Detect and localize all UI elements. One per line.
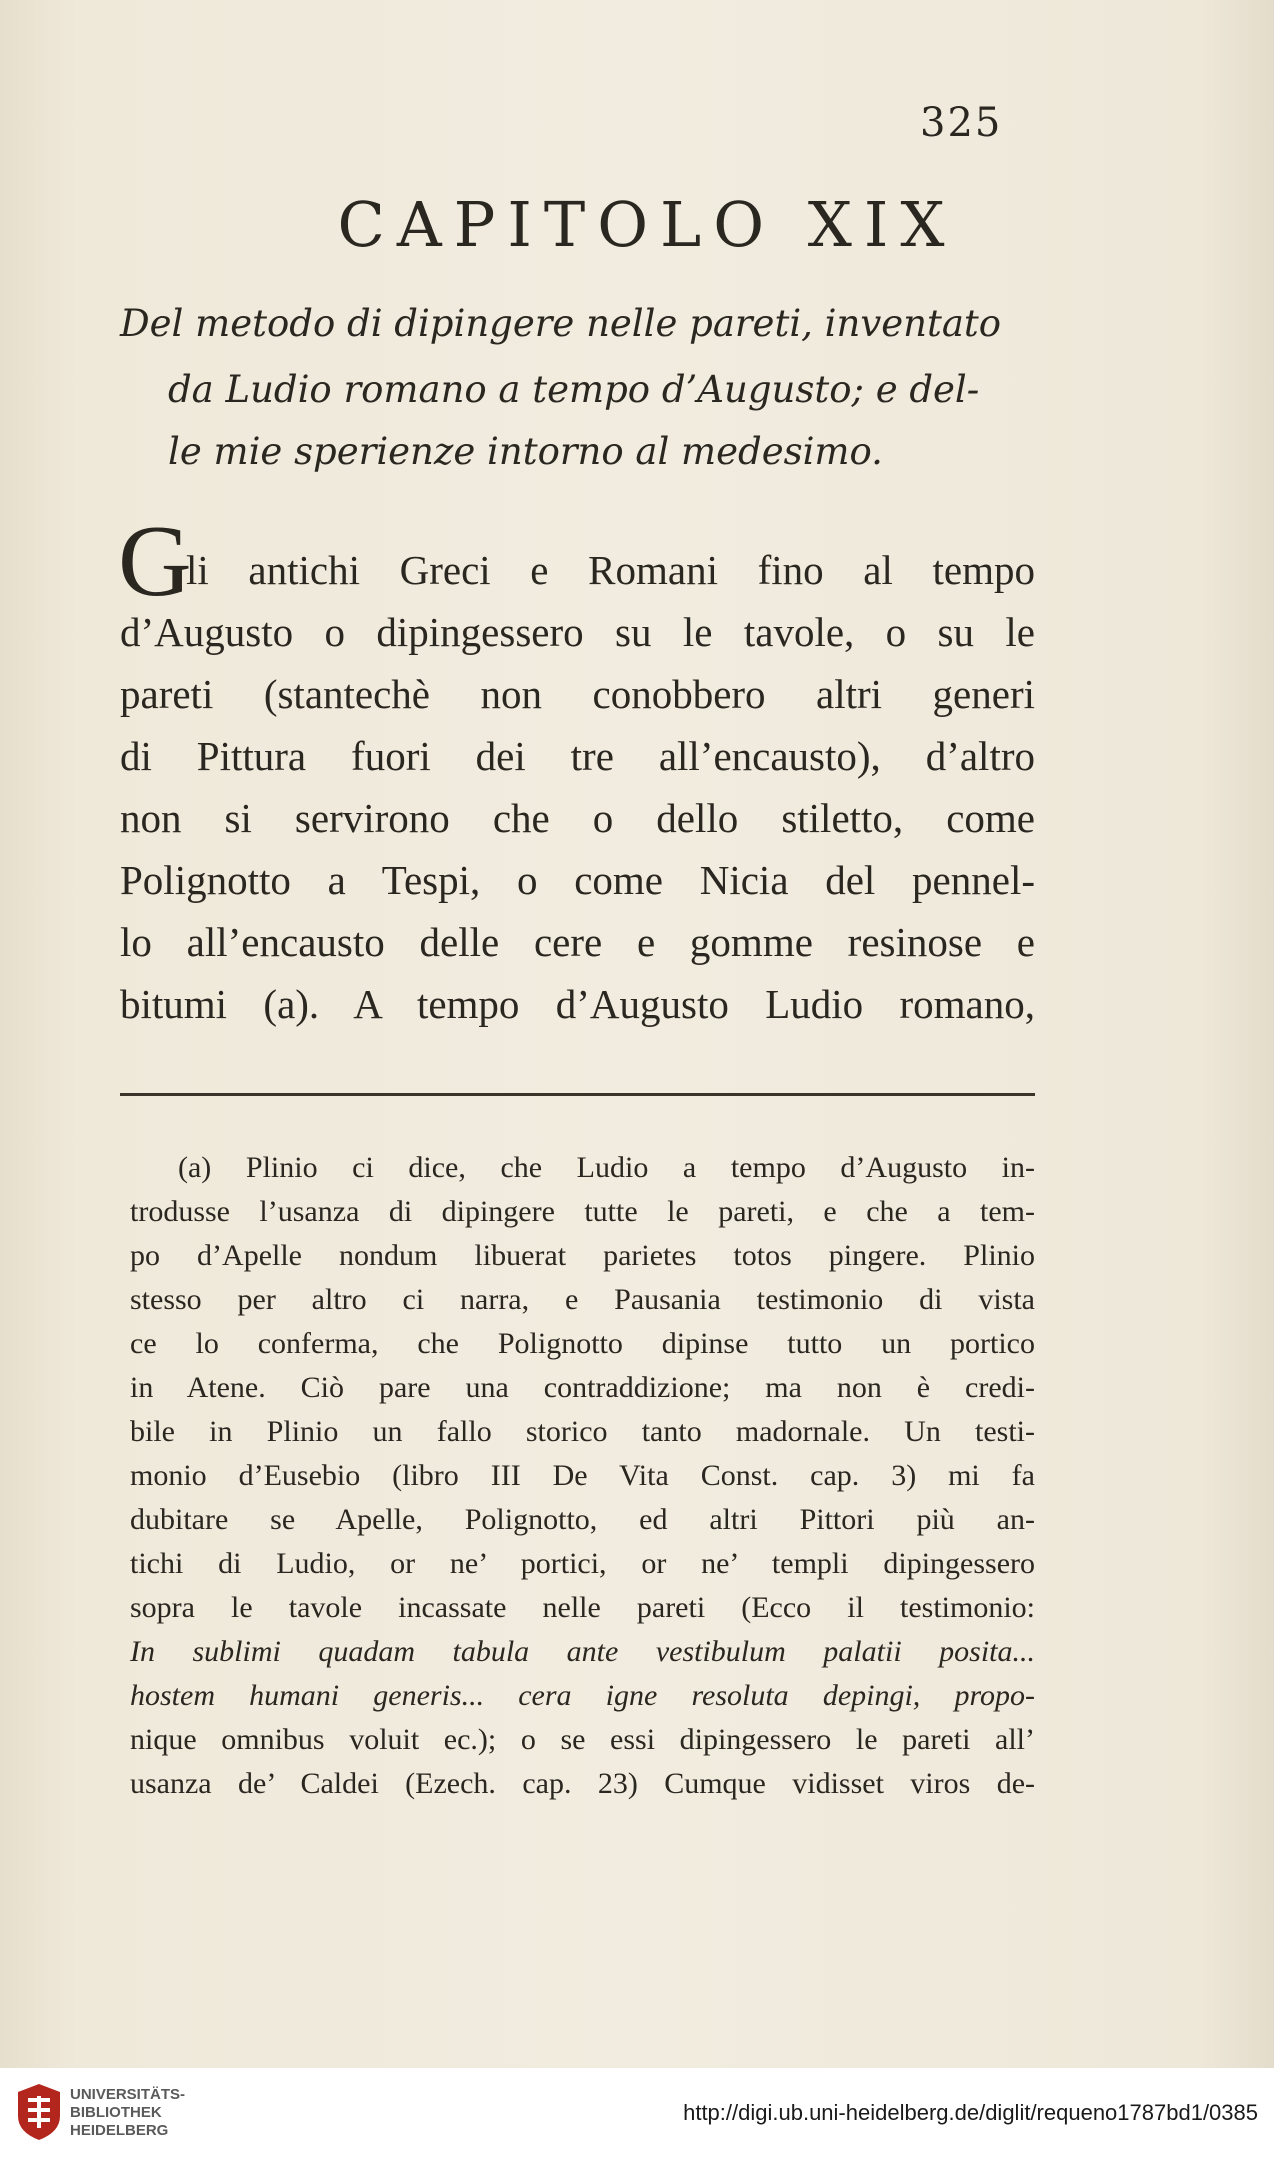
body-line: Polignotto a Tespi, o come Nicia del pennel- (120, 857, 1035, 903)
body-line: li antichi Greci e Romani fino al tempo (186, 547, 1035, 593)
page-number: 325 (920, 100, 1003, 146)
footnote-line: trodusse l’usanza di dipingere tutte le pareti, e che a tem- (130, 1195, 1035, 1228)
viewer-footer (0, 2068, 1274, 2157)
footnote-line: ce lo conferma, che Polignotto dipinse tutto un portico (130, 1327, 1035, 1360)
body-line: lo all’encausto delle cere e gomme resinose e (120, 919, 1035, 965)
footnote-line: monio d’Eusebio (libro III De Vita Const. cap. 3) mi fa (130, 1459, 1035, 1492)
university-library-logo-icon (14, 2082, 64, 2142)
footnote-line: po d’Apelle nondum libuerat parietes totos pingere. Plinio (130, 1239, 1035, 1272)
drop-cap: G (118, 505, 192, 618)
source-url-link[interactable]: http://digi.ub.uni-heidelberg.de/diglit/requeno1787bd1/0385 (683, 2100, 1258, 2125)
body-line: bitumi (a). A tempo d’Augusto Ludio romano, (120, 981, 1035, 1027)
library-name-line: BIBLIOTHEK (70, 2104, 162, 2121)
chapter-title: CAPITOLO XIX (337, 188, 957, 261)
footnote-line: In sublimi quadam tabula ante vestibulum palatii posita... (130, 1635, 1035, 1668)
footnote-line: dubitare se Apelle, Polignotto, ed altri Pittori più an- (130, 1503, 1035, 1536)
footnote-line: tichi di Ludio, or ne’ portici, or ne’ templi dipingessero (130, 1547, 1035, 1580)
library-name (70, 2086, 185, 2140)
library-name-line: UNIVERSITÄTS- (70, 2086, 186, 2103)
footnote-line: sopra le tavole incassate nelle pareti (Ecco il testimonio: (130, 1591, 1035, 1624)
footnote-line: bile in Plinio un fallo storico tanto madornale. Un testi- (130, 1415, 1035, 1448)
subtitle-line: da Ludio romano a tempo d’Augusto; e del- (168, 368, 980, 411)
body-line: pareti (stantechè non conobbero altri generi (120, 671, 1035, 717)
body-line: d’Augusto o dipingessero su le tavole, o su le (120, 609, 1035, 655)
footnote-line: nique omnibus voluit ec.); o se essi dipingessero le pareti all’ (130, 1723, 1035, 1756)
footnote-line: stesso per altro ci narra, e Pausania testimonio di vista (130, 1283, 1035, 1316)
body-line: di Pittura fuori dei tre all’encausto), d’altro (120, 733, 1035, 779)
footnote-line: in Atene. Ciò pare una contraddizione; ma non è credi- (130, 1371, 1035, 1404)
subtitle-line: Del metodo di dipingere nelle pareti, inventato (120, 302, 1002, 345)
footnote-line: (a) Plinio ci dice, che Ludio a tempo d’Augusto in- (178, 1151, 1035, 1184)
footnote-rule (120, 1093, 1035, 1096)
library-name-line: HEIDELBERG (70, 2122, 169, 2139)
body-line: non si servirono che o dello stiletto, come (120, 795, 1035, 841)
subtitle-line: le mie sperienze intorno al medesimo. (168, 430, 883, 473)
footnote-line: hostem humani generis... cera igne resoluta depingi, propo- (130, 1679, 1035, 1712)
footnote-line: usanza de’ Caldei (Ezech. cap. 23) Cumque vidisset viros de- (130, 1767, 1035, 1800)
